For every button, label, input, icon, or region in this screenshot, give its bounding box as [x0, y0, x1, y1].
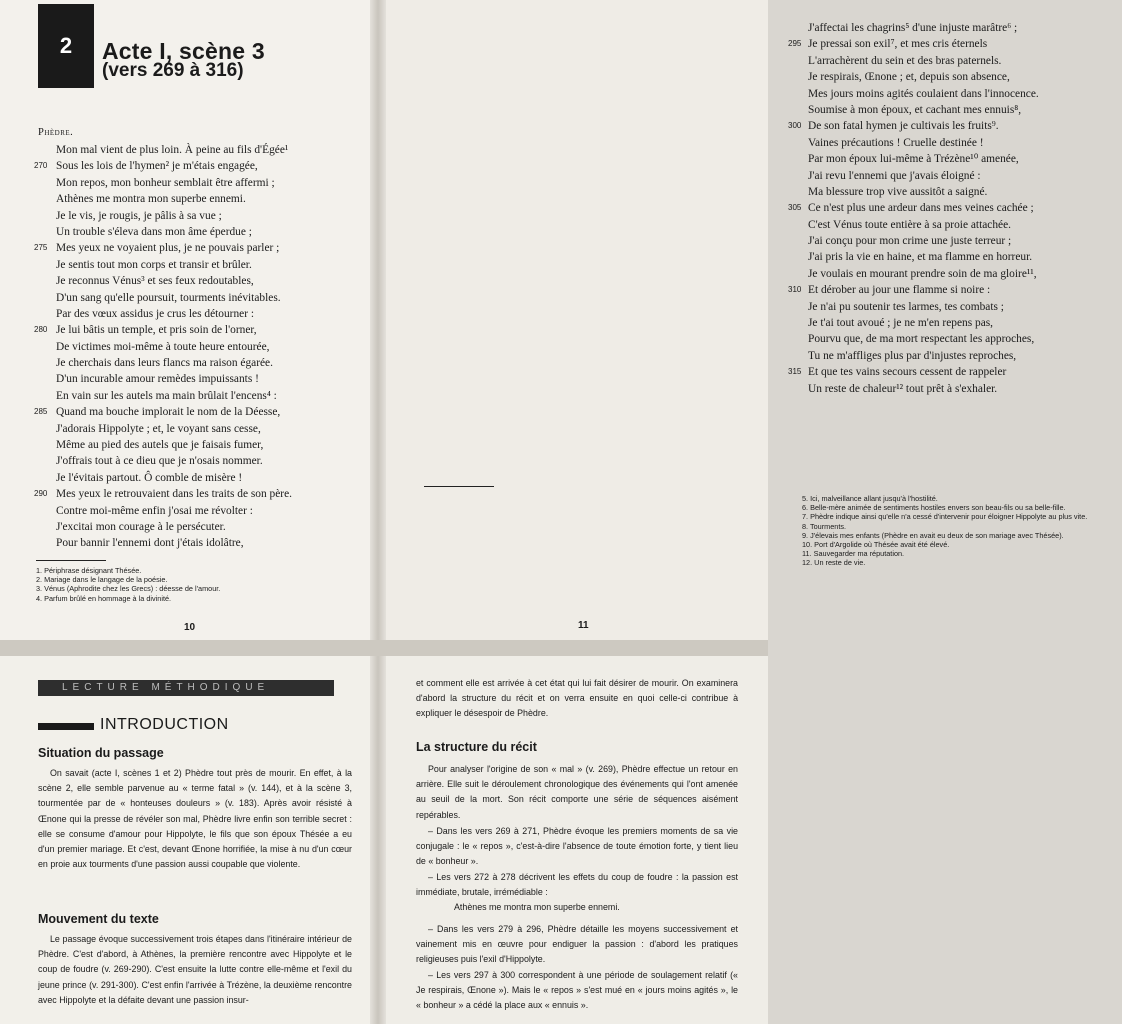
structure-p2: – Dans les vers 269 à 271, Phèdre évoque les premiers moments de sa vie conjugale : le « repos », c'est-à-dire l'absence de toute émotion forte, y tient lieu de « bonheur ». — [416, 826, 738, 867]
situation-heading: Situation du passage — [38, 746, 164, 760]
verse-line — [808, 184, 1039, 200]
footnote-rule — [424, 486, 494, 487]
footnote: 2. Mariage dans le langage de la poésie. — [36, 575, 168, 585]
verse-list-left — [34, 142, 292, 552]
verse-line — [56, 273, 292, 289]
verse-number: 305 — [788, 203, 802, 213]
verse-number: 290 — [34, 489, 48, 499]
footnote: 3. Vénus (Aphrodite chez les Grecs) : déesse de l'amour. — [36, 584, 221, 594]
verse-line — [56, 421, 292, 437]
folio-left: 10 — [184, 622, 196, 633]
verse-text: Par des vœux assidus je crus les détourner : — [56, 307, 255, 320]
verse-line — [808, 53, 1039, 69]
intro-heading: INTRODUCTION — [100, 716, 229, 733]
page-lecture-right — [378, 656, 768, 1024]
verse-text: Par mon époux lui-même à Trézène¹⁰ amenée, — [808, 153, 1019, 166]
footnotes-left — [36, 566, 336, 603]
footnote: 1. Périphrase désignant Thésée. — [36, 566, 142, 575]
verse-line — [808, 315, 1039, 331]
verse-text: Je voulais en mourant prendre soin de ma gloire¹¹, — [808, 267, 1037, 280]
verse-number: 285 — [34, 407, 48, 417]
verse-line — [56, 191, 292, 207]
footnote: 10. Port d'Argolide où Thésée avait été élevé. — [802, 540, 950, 550]
situation-text: On savait (acte I, scènes 1 et 2) Phèdre tout près de mourir. En effet, à la scène 2, elle semble parvenue au « terme fatal » (v. 144), et à la scène 3, tourmentée par de « honteuses douleurs » (v. 183). Après avoir résisté à Œnone qui la presse de révéler son mal, Phèdre livre enfin son terrible secret : elle se consume d'amour pour Hippolyte, le fils que son époux Thésée a eu d'un premier mariage. Et c'est, devant Œnone horrifiée, la mise à nu d'un cœur en proie aux tourments d'une passion aussi coupable que violente. — [38, 768, 352, 870]
verse-text: Ma blessure trop vive aussitôt a saigné. — [808, 185, 988, 198]
verse-text: J'ai revu l'ennemi que j'avais éloigné : — [808, 169, 981, 182]
structure-heading: La structure du récit — [416, 740, 537, 754]
verse-line — [808, 168, 1039, 184]
folio-right: 11 — [578, 620, 589, 631]
verse-text: Mes jours moins agités coulaient dans l'innocence. — [808, 87, 1039, 100]
verse-text: Je t'ai tout avoué ; je ne m'en repens pas, — [808, 317, 994, 330]
page-lecture-left — [0, 656, 382, 1024]
verse-line — [808, 102, 1039, 118]
verse-line — [788, 282, 1039, 298]
verse-text: Un trouble s'éleva dans mon âme éperdue ; — [56, 225, 252, 238]
verse-text: Pourvu que, de ma mort respectant les approches, — [808, 333, 1035, 346]
verse-text: Je sentis tout mon corps et transir et brûler. — [56, 258, 252, 271]
verse-text: Et que tes vains secours cessent de rappeler — [808, 366, 1007, 379]
verse-line — [808, 135, 1039, 151]
verse-text: Je n'ai pu soutenir tes larmes, tes combats ; — [808, 300, 1004, 313]
footnote: 9. J'élevais mes enfants (Phèdre en avait eu deux de son mariage avec Thésée). — [802, 530, 1064, 540]
verse-line — [34, 404, 292, 420]
verse-line — [56, 470, 292, 486]
verse-line — [56, 519, 292, 535]
verse-text: J'excitai mon courage à le persécuter. — [56, 520, 226, 533]
speaker-name: Phèdre. — [38, 127, 74, 138]
footnotes-right — [802, 494, 1122, 568]
verse-text: J'adorais Hippolyte ; et, le voyant sans cesse, — [56, 422, 261, 435]
verse-text: L'arrachèrent du sein et des bras paternels. — [808, 54, 1002, 67]
verse-text: Même au pied des autels que je faisais fumer, — [56, 439, 264, 452]
verse-line — [56, 503, 292, 519]
verse-text: J'offrais tout à ce dieu que je n'osais nommer. — [56, 455, 263, 468]
verse-line — [808, 348, 1039, 364]
verse-line — [808, 69, 1039, 85]
verse-text: Vaines précautions ! Cruelle destinée ! — [808, 136, 984, 149]
verse-text: J'affectai les chagrins⁵ d'une injuste marâtre⁶ ; — [808, 22, 1018, 34]
verse-line — [34, 240, 292, 256]
book-gutter — [370, 0, 386, 1024]
verse-line — [34, 322, 292, 338]
verse-line — [56, 142, 292, 158]
verse-number: 315 — [788, 367, 802, 377]
verse-text: Je le vis, je rougis, je pâlis à sa vue ; — [56, 209, 222, 222]
verse-line — [808, 86, 1039, 102]
structure-quote: Athènes me montra mon superbe ennemi. — [454, 902, 620, 912]
verse-line — [788, 118, 1039, 134]
verse-text: Mon mal vient de plus loin. À peine au fils d'Égée¹ — [56, 144, 289, 156]
scene-subtitle: (vers 269 à 316) — [102, 60, 244, 81]
verse-line — [788, 364, 1039, 380]
verse-text: Sous les lois de l'hymen² je m'étais engagée, — [56, 160, 258, 173]
verse-line — [56, 453, 292, 469]
verse-list-right — [788, 20, 1039, 397]
verse-line — [808, 20, 1039, 36]
verse-text: Ce n'est plus une ardeur dans mes veines cachée ; — [808, 202, 1034, 215]
verse-number: 300 — [788, 121, 802, 131]
verse-line — [808, 233, 1039, 249]
footnote: 12. Un reste de vie. — [802, 558, 866, 568]
verse-number: 280 — [34, 325, 48, 335]
verse-line — [56, 388, 292, 404]
intro-bar — [38, 723, 94, 730]
structure-p5: – Les vers 297 à 300 correspondent à une période de soulagement relatif (« Je respirais, Œnone »). Mais le « repos » s'est mué en « jours moins agités », le « bonheur » a cédé la place aux « ennuis ». — [416, 970, 738, 1011]
section-band: LECTURE MÉTHODIQUE — [38, 680, 334, 696]
verse-text: De son fatal hymen je cultivais les fruits⁹. — [808, 120, 999, 133]
footnote: 7. Phèdre indique ainsi qu'elle n'a cessé d'intervenir pour éloigner Hippolyte au plus vite. — [802, 512, 1088, 522]
verse-text: Un reste de chaleur¹² tout prêt à s'exhaler. — [808, 382, 998, 395]
verse-line — [808, 299, 1039, 315]
verse-line — [56, 535, 292, 551]
scan-divider — [0, 640, 768, 656]
page-11 — [378, 0, 1088, 640]
scene-title: Acte I, scène 3 — [102, 38, 265, 64]
verse-text: C'est Vénus toute entière à sa proie attachée. — [808, 218, 1011, 231]
verse-line — [56, 208, 292, 224]
footnote: 4. Parfum brûlé en hommage à la divinité. — [36, 593, 172, 603]
verse-text: Je l'évitais partout. Ô comble de misère ! — [56, 471, 243, 484]
verse-line — [34, 486, 292, 502]
verse-line — [808, 249, 1039, 265]
verse-line — [788, 200, 1039, 216]
verse-text: J'ai pris la vie en haine, et ma flamme en horreur. — [808, 251, 1033, 264]
footnote-rule — [36, 560, 106, 561]
verse-line — [56, 224, 292, 240]
verse-text: Je reconnus Vénus³ et ses feux redoutables, — [56, 275, 254, 288]
chapter-number-box: 2 — [38, 4, 94, 88]
verse-line — [56, 257, 292, 273]
verse-text: Je pressai son exil⁷, et mes cris éternels — [808, 38, 988, 51]
verse-line — [56, 290, 292, 306]
verse-number: 275 — [34, 243, 48, 253]
verse-number: 295 — [788, 39, 802, 49]
structure-p4: – Dans les vers 279 à 296, Phèdre détaille les moyens successivement et vainement mis en œuvre pour endiguer la passion : d'abord les pratiques religieuses puis l'exil d'Hippolyte. — [416, 924, 738, 965]
verse-line — [34, 158, 292, 174]
verse-line — [56, 339, 292, 355]
verse-text: Tu ne m'affliges plus par d'injustes reproches, — [808, 349, 1017, 362]
verse-text: Je respirais, Œnone ; et, depuis son absence, — [808, 71, 1010, 84]
verse-text: Contre moi-même enfin j'osai me révolter : — [56, 504, 253, 517]
verse-text: J'ai conçu pour mon crime une juste terreur ; — [808, 235, 1012, 248]
mouvement-heading: Mouvement du texte — [38, 912, 159, 926]
verse-text: D'un incurable amour remèdes impuissants ! — [56, 373, 259, 386]
lead-text: et comment elle est arrivée à cet état qui lui fait désirer de mourir. On examinera d'abord la structure du récit et on verra ensuite en quoi celle-ci contribue à expliquer le désespoir de Phèdre. — [416, 678, 738, 719]
verse-text: D'un sang qu'elle poursuit, tourments inévitables. — [56, 291, 281, 304]
verse-text: Et dérober au jour une flamme si noire : — [808, 284, 991, 297]
footnote: 5. Ici, malveillance allant jusqu'à l'hostilité. — [802, 494, 938, 503]
verse-line — [808, 266, 1039, 282]
verse-line — [808, 381, 1039, 397]
verse-text: Je cherchais dans leurs flancs ma raison égarée. — [56, 357, 273, 370]
verse-text: Je lui bâtis un temple, et pris soin de l'orner, — [56, 324, 257, 337]
verse-number: 270 — [34, 161, 48, 171]
verse-line — [808, 331, 1039, 347]
verse-text: De victimes moi-même à toute heure entourée, — [56, 340, 270, 353]
verse-line — [56, 355, 292, 371]
verse-line — [788, 36, 1039, 52]
verse-line — [56, 306, 292, 322]
verse-text: Mes yeux le retrouvaient dans les traits de son père. — [56, 488, 292, 501]
mouvement-text: Le passage évoque successivement trois étapes dans l'itinéraire intérieur de Phèdre. C'est d'abord, à Athènes, la première rencontre avec Hippolyte et le coup de foudre (v. 269-290). C'est ensuite la lutte contre elle-même et l'exil du jeune prince (v. 291-300). C'est enfin l'arrivée à Trézène, la deuxième rencontre avec Hippolyte et la défaite devant une passion insur- — [38, 934, 352, 1005]
verse-text: Pour bannir l'ennemi dont j'étais idolâtre, — [56, 537, 244, 550]
verse-line — [56, 437, 292, 453]
structure-p3: – Les vers 272 à 278 décrivent les effets du coup de foudre : la passion est immédiate, brutale, irrémédiable : — [416, 872, 738, 898]
verse-line — [808, 151, 1039, 167]
footnote: 11. Sauvegarder ma réputation. — [802, 549, 905, 559]
footnote: 8. Tourments. — [802, 521, 847, 531]
verse-text: Mon repos, mon bonheur semblait être affermi ; — [56, 176, 275, 189]
footnote: 6. Belle-mère animée de sentiments hostiles envers son beau-fils ou sa belle-fille. — [802, 503, 1066, 513]
page-10 — [0, 0, 382, 640]
verse-text: Athènes me montra mon superbe ennemi. — [56, 193, 246, 206]
structure-p1: Pour analyser l'origine de son « mal » (v. 269), Phèdre effectue un retour en arrière. Elle suit le déroulement chronologique des événements qui l'ont amenée au seuil de la mort. Son récit comporte une série de séquences aisément repérables. — [416, 764, 738, 820]
verse-line — [56, 371, 292, 387]
verse-text: Quand ma bouche implorait le nom de la Déesse, — [56, 406, 281, 419]
verse-text: Mes yeux ne voyaient plus, je ne pouvais parler ; — [56, 242, 280, 255]
verse-text: Soumise à mon époux, et cachant mes ennuis⁸, — [808, 103, 1022, 116]
verse-line — [56, 175, 292, 191]
verse-number: 310 — [788, 285, 802, 295]
verse-line — [808, 217, 1039, 233]
verse-text: En vain sur les autels ma main brûlait l'encens⁴ : — [56, 389, 277, 402]
